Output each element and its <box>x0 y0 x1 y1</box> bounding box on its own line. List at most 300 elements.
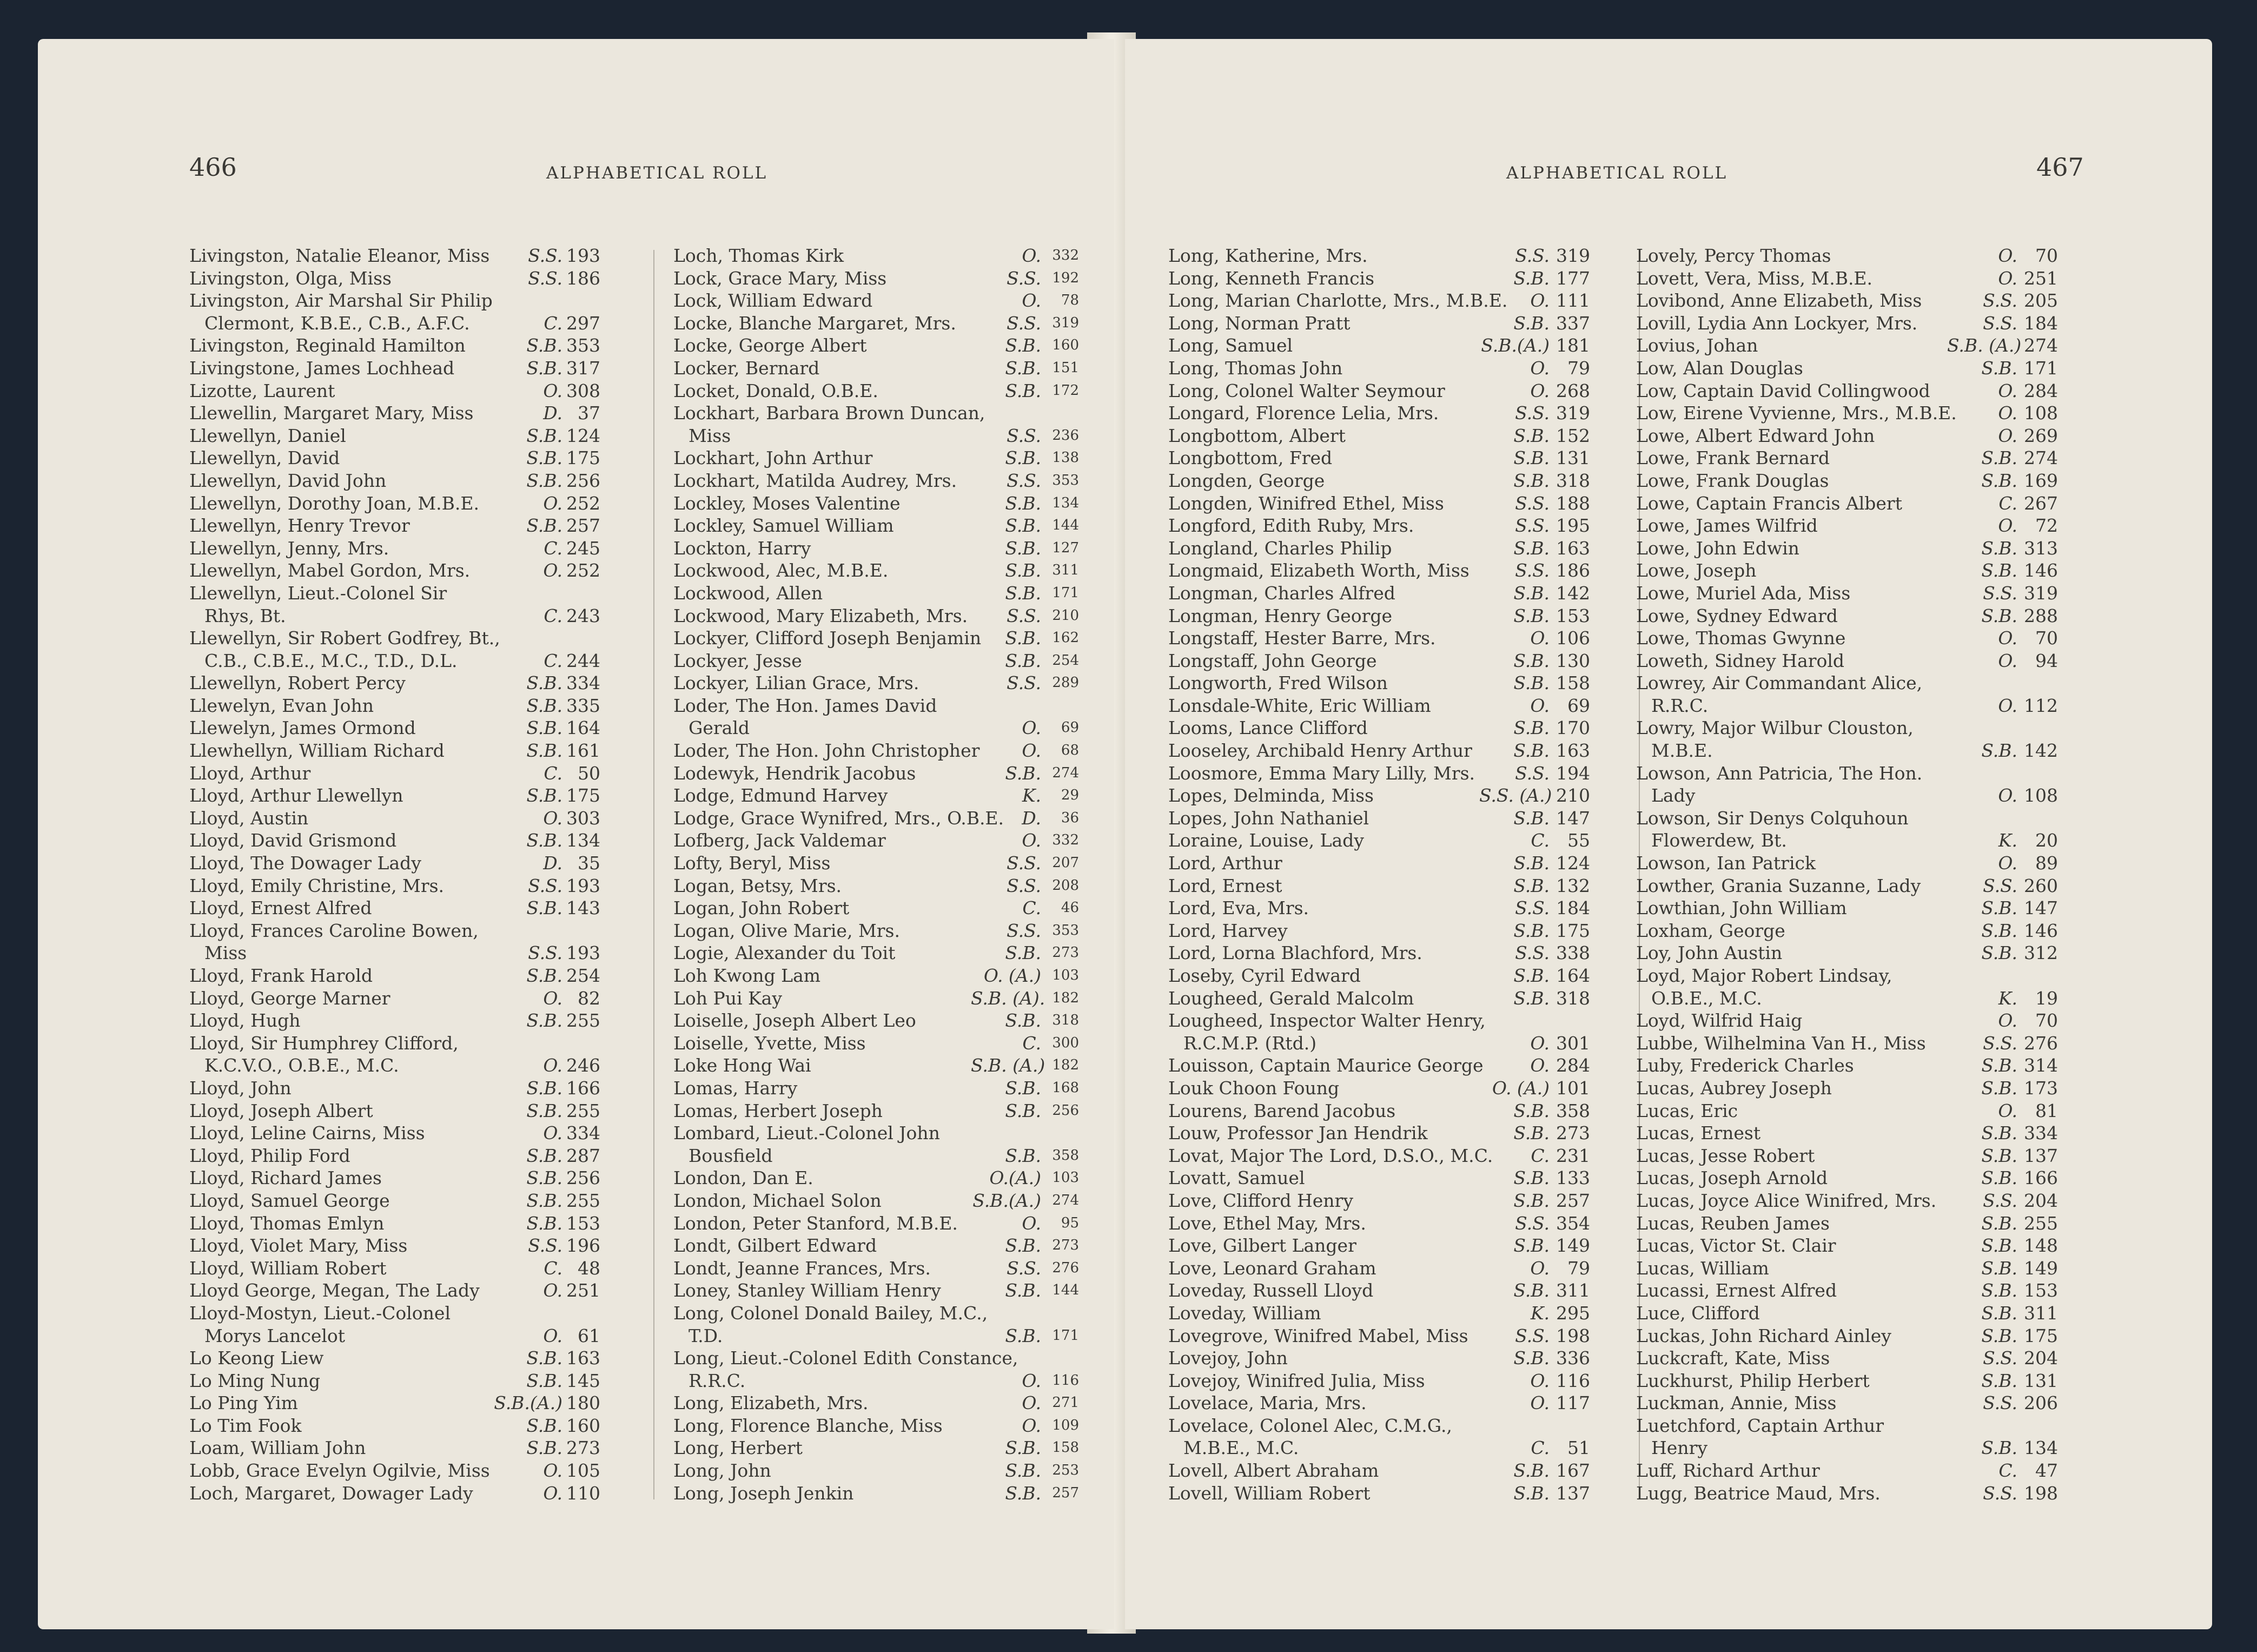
entry-category: C. <box>1531 830 1550 851</box>
entry-page: 246 <box>566 1055 600 1076</box>
entry-page: 144 <box>1052 1282 1079 1299</box>
entry-page: 252 <box>566 560 600 581</box>
entry-category: O. <box>1022 717 1041 739</box>
entry-page: 335 <box>566 695 600 716</box>
roll-entry <box>1636 470 2080 492</box>
entry-name: Loyd, Major Robert Lindsay, <box>1636 965 1892 986</box>
entry-name: R.C.M.P. (Rtd.) <box>1183 1032 1317 1054</box>
entry-page: 175 <box>566 785 600 807</box>
entry-category: S.B. <box>1513 650 1550 671</box>
entry-page: 186 <box>566 267 600 289</box>
entry-category: D. <box>543 402 562 424</box>
entry-category: S.B. <box>526 740 562 762</box>
entry-category: S.B. <box>526 965 562 986</box>
entry-name: Llewellyn, Robert Percy <box>189 672 406 694</box>
entry-page: 167 <box>1556 1460 1590 1482</box>
entry-name: Loder, The Hon. James David <box>673 695 937 716</box>
entry-page: 337 <box>1556 312 1590 334</box>
entry-page: 163 <box>1556 537 1590 559</box>
entry-page: 188 <box>1556 492 1590 514</box>
roll-entry <box>189 1370 622 1392</box>
entry-name: London, Michael Solon <box>673 1190 882 1211</box>
roll-entry <box>1636 1370 2080 1392</box>
roll-entry <box>1168 582 1612 605</box>
entry-page: 37 <box>578 402 600 424</box>
roll-entry <box>1168 289 1612 312</box>
entry-page: 273 <box>1556 1122 1590 1144</box>
entry-page: 158 <box>1556 672 1590 694</box>
entry-category: S.B. <box>1513 1122 1550 1144</box>
entry-page: 195 <box>1556 515 1590 537</box>
roll-entry <box>189 829 622 852</box>
entry-category: S.B. <box>1513 1460 1550 1482</box>
entry-category: S.S. <box>1515 942 1550 964</box>
entry-name: Lloyd, Hugh <box>189 1010 301 1032</box>
roll-entry <box>673 402 1106 425</box>
entry-name: Morys Lancelot <box>204 1325 346 1346</box>
roll-entry <box>1636 1392 2080 1415</box>
entry-category: S.S. <box>1515 762 1550 784</box>
entry-category: S.B.(A.) <box>1481 335 1550 356</box>
entry-name: Luckhurst, Philip Herbert <box>1636 1370 1870 1391</box>
entry-category: S.B. <box>526 335 562 356</box>
entry-name: Low, Alan Douglas <box>1636 357 1803 379</box>
entry-category: S.B. <box>1005 515 1041 537</box>
entry-page: 334 <box>566 1122 600 1144</box>
entry-category: S.S. <box>1515 402 1550 424</box>
roll-entry <box>1636 425 2080 447</box>
roll-entry <box>1636 1122 2080 1145</box>
left-page <box>38 39 1114 1629</box>
roll-entry <box>673 695 1106 717</box>
entry-category: S.B. <box>1005 1460 1041 1482</box>
entry-name: Long, Colonel Donald Bailey, M.C., <box>673 1302 988 1324</box>
entry-page: 353 <box>1052 472 1079 488</box>
entry-name: Locke, George Albert <box>673 335 867 356</box>
entry-page: 338 <box>1556 942 1590 964</box>
roll-entry <box>1636 1009 2080 1032</box>
roll-entry <box>673 897 1106 920</box>
roll-entry <box>189 717 622 739</box>
entry-category: S.B. <box>1513 807 1550 829</box>
entry-category: O. <box>1998 515 2017 537</box>
entry-name: Luce, Clifford <box>1636 1302 1760 1324</box>
entry-name: Livingston, Olga, Miss <box>189 267 392 289</box>
entry-page: 204 <box>2024 1347 2058 1369</box>
entry-category: O. (A.) <box>1492 1077 1550 1099</box>
entry-page: 112 <box>2024 695 2058 716</box>
entry-page: 169 <box>2024 470 2058 491</box>
roll-entry <box>1636 1077 2080 1100</box>
entry-category: O. <box>543 987 562 1009</box>
roll-entry <box>1168 447 1612 470</box>
entry-category: S.B. <box>1005 1235 1041 1257</box>
entry-name: Loveday, William <box>1168 1302 1321 1324</box>
roll-entry <box>189 267 622 290</box>
roll-entry <box>1168 1392 1612 1415</box>
entry-page: 133 <box>1556 1167 1590 1189</box>
roll-entry <box>189 1077 622 1100</box>
entry-name: Lougheed, Gerald Malcolm <box>1168 987 1414 1009</box>
entry-category: S.B. <box>526 1167 562 1189</box>
roll-entry <box>1168 650 1612 672</box>
roll-entry <box>673 1415 1106 1437</box>
entry-name: Lowe, Thomas Gwynne <box>1636 627 1846 649</box>
entry-category: S.B. (A.) <box>971 1055 1045 1076</box>
entry-page: 303 <box>566 807 600 829</box>
entry-page: 89 <box>2035 853 2058 874</box>
entry-category: S.B. <box>1513 1167 1550 1189</box>
roll-entry <box>673 1077 1106 1100</box>
entry-name: Lloyd, Richard James <box>189 1167 382 1189</box>
roll-entry <box>189 695 622 717</box>
entry-category: O. <box>543 492 562 514</box>
roll-entry <box>673 267 1106 290</box>
roll-entry <box>189 1437 622 1459</box>
entry-name: Loch, Margaret, Dowager Lady <box>189 1482 473 1504</box>
entry-category: S.B. <box>1005 492 1041 514</box>
roll-entry <box>673 582 1106 605</box>
entry-name: Lovatt, Samuel <box>1168 1167 1305 1189</box>
entry-name: Loiselle, Joseph Albert Leo <box>673 1010 916 1032</box>
roll-entry <box>673 1302 1106 1325</box>
entry-category: S.S. (A.) <box>1479 785 1552 807</box>
entry-page: 319 <box>1556 245 1590 266</box>
entry-category: O. <box>1998 267 2017 289</box>
entry-category: O. (A.) <box>983 965 1041 986</box>
entry-name: Long, Colonel Walter Seymour <box>1168 380 1445 401</box>
entry-name: Lloyd, Emily Christine, Mrs. <box>189 875 445 896</box>
roll-entry <box>673 1437 1106 1459</box>
roll-entry <box>673 829 1106 852</box>
entry-page: 175 <box>2024 1325 2058 1346</box>
roll-entry <box>189 1415 622 1437</box>
entry-category: S.S. <box>1983 1392 2017 1414</box>
entry-name: Llewellyn, Mabel Gordon, Mrs. <box>189 560 471 581</box>
entry-category: K. <box>1022 785 1041 807</box>
entry-page: 68 <box>1061 742 1079 759</box>
entry-page: 166 <box>2024 1167 2058 1189</box>
entry-category: S.B. <box>1513 740 1550 762</box>
entry-name: Lovelace, Colonel Alec, C.M.G., <box>1168 1415 1452 1436</box>
entry-category: S.B. <box>526 1010 562 1032</box>
entry-name: Love, Clifford Henry <box>1168 1190 1353 1211</box>
entry-page: 153 <box>566 1212 600 1234</box>
entry-name: Lord, Eva, Mrs. <box>1168 897 1309 919</box>
entry-category: O. <box>1998 1010 2017 1032</box>
entry-name: Lockwood, Mary Elizabeth, Mrs. <box>673 605 968 626</box>
entry-page: 153 <box>1556 605 1590 626</box>
entry-name: Lopes, John Nathaniel <box>1168 807 1369 829</box>
entry-page: 208 <box>1052 877 1079 894</box>
entry-category: O. <box>543 380 562 401</box>
entry-category: S.S. <box>1007 1257 1041 1279</box>
entry-page: 160 <box>1052 337 1079 354</box>
roll-entry <box>1168 627 1612 650</box>
entry-category: O. <box>1022 245 1041 266</box>
roll-entry <box>1636 1415 2080 1437</box>
entry-category: O. <box>1530 380 1550 401</box>
entry-page: 254 <box>566 965 600 986</box>
entry-name: Lucas, Ernest <box>1636 1122 1761 1144</box>
entry-page: 149 <box>1556 1235 1590 1257</box>
entry-name: Loweth, Sidney Harold <box>1636 650 1845 671</box>
entry-name: Lowson, Ann Patricia, The Hon. <box>1636 762 1923 784</box>
roll-entry <box>1636 514 2080 537</box>
entry-page: 274 <box>1052 764 1079 781</box>
entry-category: S.S. <box>1515 560 1550 581</box>
entry-name: Lowrey, Air Commandant Alice, <box>1636 672 1923 694</box>
roll-entry <box>1636 739 2080 762</box>
entry-page: 336 <box>1556 1347 1590 1369</box>
entry-category: O. <box>543 1055 562 1076</box>
entry-page: 193 <box>566 875 600 896</box>
entry-category: S.B. <box>1513 1235 1550 1257</box>
roll-entry <box>1168 470 1612 492</box>
entry-category: S.B. <box>1513 425 1550 446</box>
entry-name: Loh Kwong Lam <box>673 965 821 986</box>
roll-entry <box>1168 762 1612 785</box>
roll-entry <box>189 1190 622 1212</box>
entry-category: S.B. <box>526 515 562 537</box>
entry-category: S.B. <box>1981 1325 2017 1346</box>
roll-entry <box>189 762 622 785</box>
roll-column-2 <box>673 245 1106 1504</box>
entry-name: R.R.C. <box>1651 695 1709 716</box>
entry-name: Long, Herbert <box>673 1437 803 1459</box>
entry-category: O. <box>543 1482 562 1504</box>
roll-entry <box>673 627 1106 650</box>
roll-entry <box>189 852 622 875</box>
entry-category: O.(A.) <box>989 1167 1041 1189</box>
roll-column-4 <box>1636 245 2080 1504</box>
entry-category: S.B.(A.) <box>972 1190 1041 1211</box>
entry-name: Lowe, John Edwin <box>1636 537 1799 559</box>
entry-page: 134 <box>566 830 600 851</box>
entry-category: S.B. <box>526 1370 562 1391</box>
entry-page: 175 <box>566 447 600 469</box>
entry-name: Locke, Blanche Margaret, Mrs. <box>673 312 956 334</box>
entry-page: 313 <box>2024 537 2058 559</box>
roll-entry <box>189 1234 622 1257</box>
running-head: ALPHABETICAL ROLL <box>1506 163 1728 183</box>
entry-name: Lord, Lorna Blachford, Mrs. <box>1168 942 1422 964</box>
entry-category: C. <box>544 312 562 334</box>
roll-entry <box>189 289 622 312</box>
entry-name: Llewellyn, Dorothy Joan, M.B.E. <box>189 492 479 514</box>
roll-entry <box>189 1054 622 1077</box>
entry-category: S.B. <box>1981 470 2017 491</box>
entry-name: Miss <box>204 942 247 964</box>
entry-page: 116 <box>1052 1372 1079 1389</box>
roll-entry <box>1636 1054 2080 1077</box>
entry-category: S.B. <box>1513 1347 1550 1369</box>
entry-name: Lloyd, Samuel George <box>189 1190 390 1211</box>
roll-entry <box>673 1009 1106 1032</box>
roll-entry <box>673 1145 1106 1167</box>
roll-entry <box>1168 559 1612 582</box>
entry-name: Lowe, Muriel Ada, Miss <box>1636 582 1851 604</box>
roll-entry <box>1168 807 1612 830</box>
entry-category: S.S. <box>1007 672 1041 694</box>
roll-entry <box>189 447 622 470</box>
entry-name: Loxham, George <box>1636 920 1785 941</box>
entry-name: Livingston, Air Marshal Sir Philip <box>189 290 493 312</box>
entry-name: Llewellyn, Lieut.-Colonel Sir <box>189 582 447 604</box>
entry-category: O. <box>1998 245 2017 266</box>
entry-page: 69 <box>1567 695 1590 716</box>
roll-entry <box>189 470 622 492</box>
entry-page: 70 <box>2035 245 2058 266</box>
roll-entry <box>189 357 622 380</box>
entry-page: 145 <box>566 1370 600 1391</box>
roll-entry <box>1168 1100 1612 1122</box>
entry-name: Love, Leonard Graham <box>1168 1257 1376 1279</box>
right-page <box>1125 39 2212 1629</box>
entry-page: 184 <box>2024 312 2058 334</box>
entry-page: 194 <box>1556 762 1590 784</box>
entry-name: Longworth, Fred Wilson <box>1168 672 1388 694</box>
entry-name: Lucas, Reuben James <box>1636 1212 1830 1234</box>
roll-entry <box>673 492 1106 515</box>
entry-category: S.S. <box>1515 515 1550 537</box>
entry-name: Louk Choon Foung <box>1168 1077 1340 1099</box>
entry-name: Lloyd, Thomas Emlyn <box>189 1212 385 1234</box>
entry-page: 353 <box>566 335 600 356</box>
roll-entry <box>1636 267 2080 290</box>
entry-name: Miss <box>689 425 731 446</box>
entry-page: 193 <box>566 942 600 964</box>
roll-entry <box>189 1032 622 1055</box>
entry-page: 132 <box>1556 875 1590 896</box>
entry-category: S.B. <box>1981 942 2017 964</box>
entry-category: O. <box>543 807 562 829</box>
entry-category: O. <box>1022 1392 1041 1414</box>
entry-category: S.S. <box>1007 605 1041 626</box>
entry-name: T.D. <box>689 1325 723 1346</box>
entry-name: Lloyd, Frances Caroline Bowen, <box>189 920 479 941</box>
entry-name: Llewellyn, Henry Trevor <box>189 515 410 537</box>
entry-category: S.B. <box>1513 1482 1550 1504</box>
entry-category: S.S. <box>1983 1347 2017 1369</box>
roll-entry <box>1168 1482 1612 1505</box>
roll-entry <box>189 942 622 964</box>
entry-category: S.B. <box>1005 1100 1041 1121</box>
entry-name: Llewellyn, Jenny, Mrs. <box>189 537 389 559</box>
entry-page: 255 <box>566 1010 600 1032</box>
roll-entry <box>673 1167 1106 1190</box>
entry-page: 101 <box>1556 1077 1590 1099</box>
entry-category: S.B. <box>1005 380 1041 401</box>
entry-category: S.S. <box>528 875 562 896</box>
entry-category: O. <box>1530 1055 1550 1076</box>
roll-entry <box>1636 1325 2080 1347</box>
entry-name: Luckcraft, Kate, Miss <box>1636 1347 1830 1369</box>
roll-entry <box>1636 852 2080 875</box>
entry-name: Llewellin, Margaret Mary, Miss <box>189 402 474 424</box>
entry-category: S.B. <box>1005 650 1041 671</box>
entry-page: 253 <box>1052 1462 1079 1479</box>
entry-page: 198 <box>2024 1482 2058 1504</box>
entry-page: 162 <box>1052 630 1079 646</box>
entry-category: S.B. <box>1005 582 1041 604</box>
entry-name: Lowson, Sir Denys Colquhoun <box>1636 807 1909 829</box>
roll-entry <box>673 762 1106 785</box>
entry-name: London, Peter Stanford, M.B.E. <box>673 1212 958 1234</box>
entry-name: Loder, The Hon. John Christopher <box>673 740 980 762</box>
entry-category: S.B. <box>1005 1145 1041 1166</box>
entry-category: C. <box>544 650 562 671</box>
entry-name: Lockton, Harry <box>673 537 811 559</box>
entry-name: Lowry, Major Wilbur Clouston, <box>1636 717 1914 739</box>
entry-name: Loiselle, Yvette, Miss <box>673 1032 866 1054</box>
roll-entry <box>189 1482 622 1505</box>
roll-entry <box>1636 672 2080 695</box>
entry-category: C. <box>1531 1145 1550 1166</box>
entry-category: S.B. <box>526 357 562 379</box>
entry-name: Lo Tim Fook <box>189 1415 302 1436</box>
entry-page: 116 <box>1556 1370 1590 1391</box>
entry-page: 260 <box>2024 875 2058 896</box>
entry-name: Lockley, Samuel William <box>673 515 894 537</box>
entry-name: Henry <box>1651 1437 1707 1459</box>
entry-name: Lloyd, Sir Humphrey Clifford, <box>189 1032 459 1054</box>
entry-category: S.B. <box>1981 1077 2017 1099</box>
entry-name: Lowe, Albert Edward John <box>1636 425 1875 446</box>
entry-category: S.B. <box>1005 1010 1041 1032</box>
entry-category: S.B. <box>526 1347 562 1369</box>
entry-name: Longbottom, Albert <box>1168 425 1346 446</box>
roll-entry <box>189 1459 622 1482</box>
entry-name: Luetchford, Captain Arthur <box>1636 1415 1884 1436</box>
entry-page: 173 <box>2024 1077 2058 1099</box>
roll-entry <box>673 1100 1106 1122</box>
roll-entry <box>673 807 1106 830</box>
entry-page: 160 <box>566 1415 600 1436</box>
entry-category: S.B. <box>1005 1482 1041 1504</box>
entry-category: S.B. <box>1981 1280 2017 1301</box>
entry-page: 312 <box>2024 942 2058 964</box>
entry-page: 158 <box>1052 1439 1079 1456</box>
entry-category: S.B. <box>526 695 562 716</box>
entry-page: 332 <box>1052 832 1079 849</box>
entry-page: 110 <box>566 1482 600 1504</box>
roll-entry <box>673 920 1106 942</box>
entry-page: 109 <box>1052 1417 1079 1433</box>
entry-page: 251 <box>2024 267 2058 289</box>
entry-category: S.B. <box>1005 537 1041 559</box>
roll-entry <box>1168 514 1612 537</box>
entry-page: 144 <box>1052 517 1079 534</box>
roll-entry <box>673 537 1106 560</box>
entry-category: O. <box>1530 695 1550 716</box>
entry-name: Lodewyk, Hendrik Jacobus <box>673 762 916 784</box>
entry-category: S.B. <box>1513 447 1550 469</box>
entry-name: Lourens, Barend Jacobus <box>1168 1100 1396 1121</box>
roll-entry <box>1636 1257 2080 1280</box>
entry-name: Lovat, Major The Lord, D.S.O., M.C. <box>1168 1145 1493 1166</box>
entry-page: 236 <box>1052 427 1079 444</box>
entry-category: S.B. <box>526 1100 562 1121</box>
entry-name: Lloyd, William Robert <box>189 1257 387 1279</box>
roll-entry <box>1168 739 1612 762</box>
entry-category: S.B. <box>1513 1280 1550 1301</box>
roll-entry <box>1168 1212 1612 1235</box>
entry-page: 137 <box>1556 1482 1590 1504</box>
roll-entry <box>1636 245 2080 267</box>
entry-name: Lloyd, George Marner <box>189 987 390 1009</box>
roll-entry <box>189 1392 622 1415</box>
